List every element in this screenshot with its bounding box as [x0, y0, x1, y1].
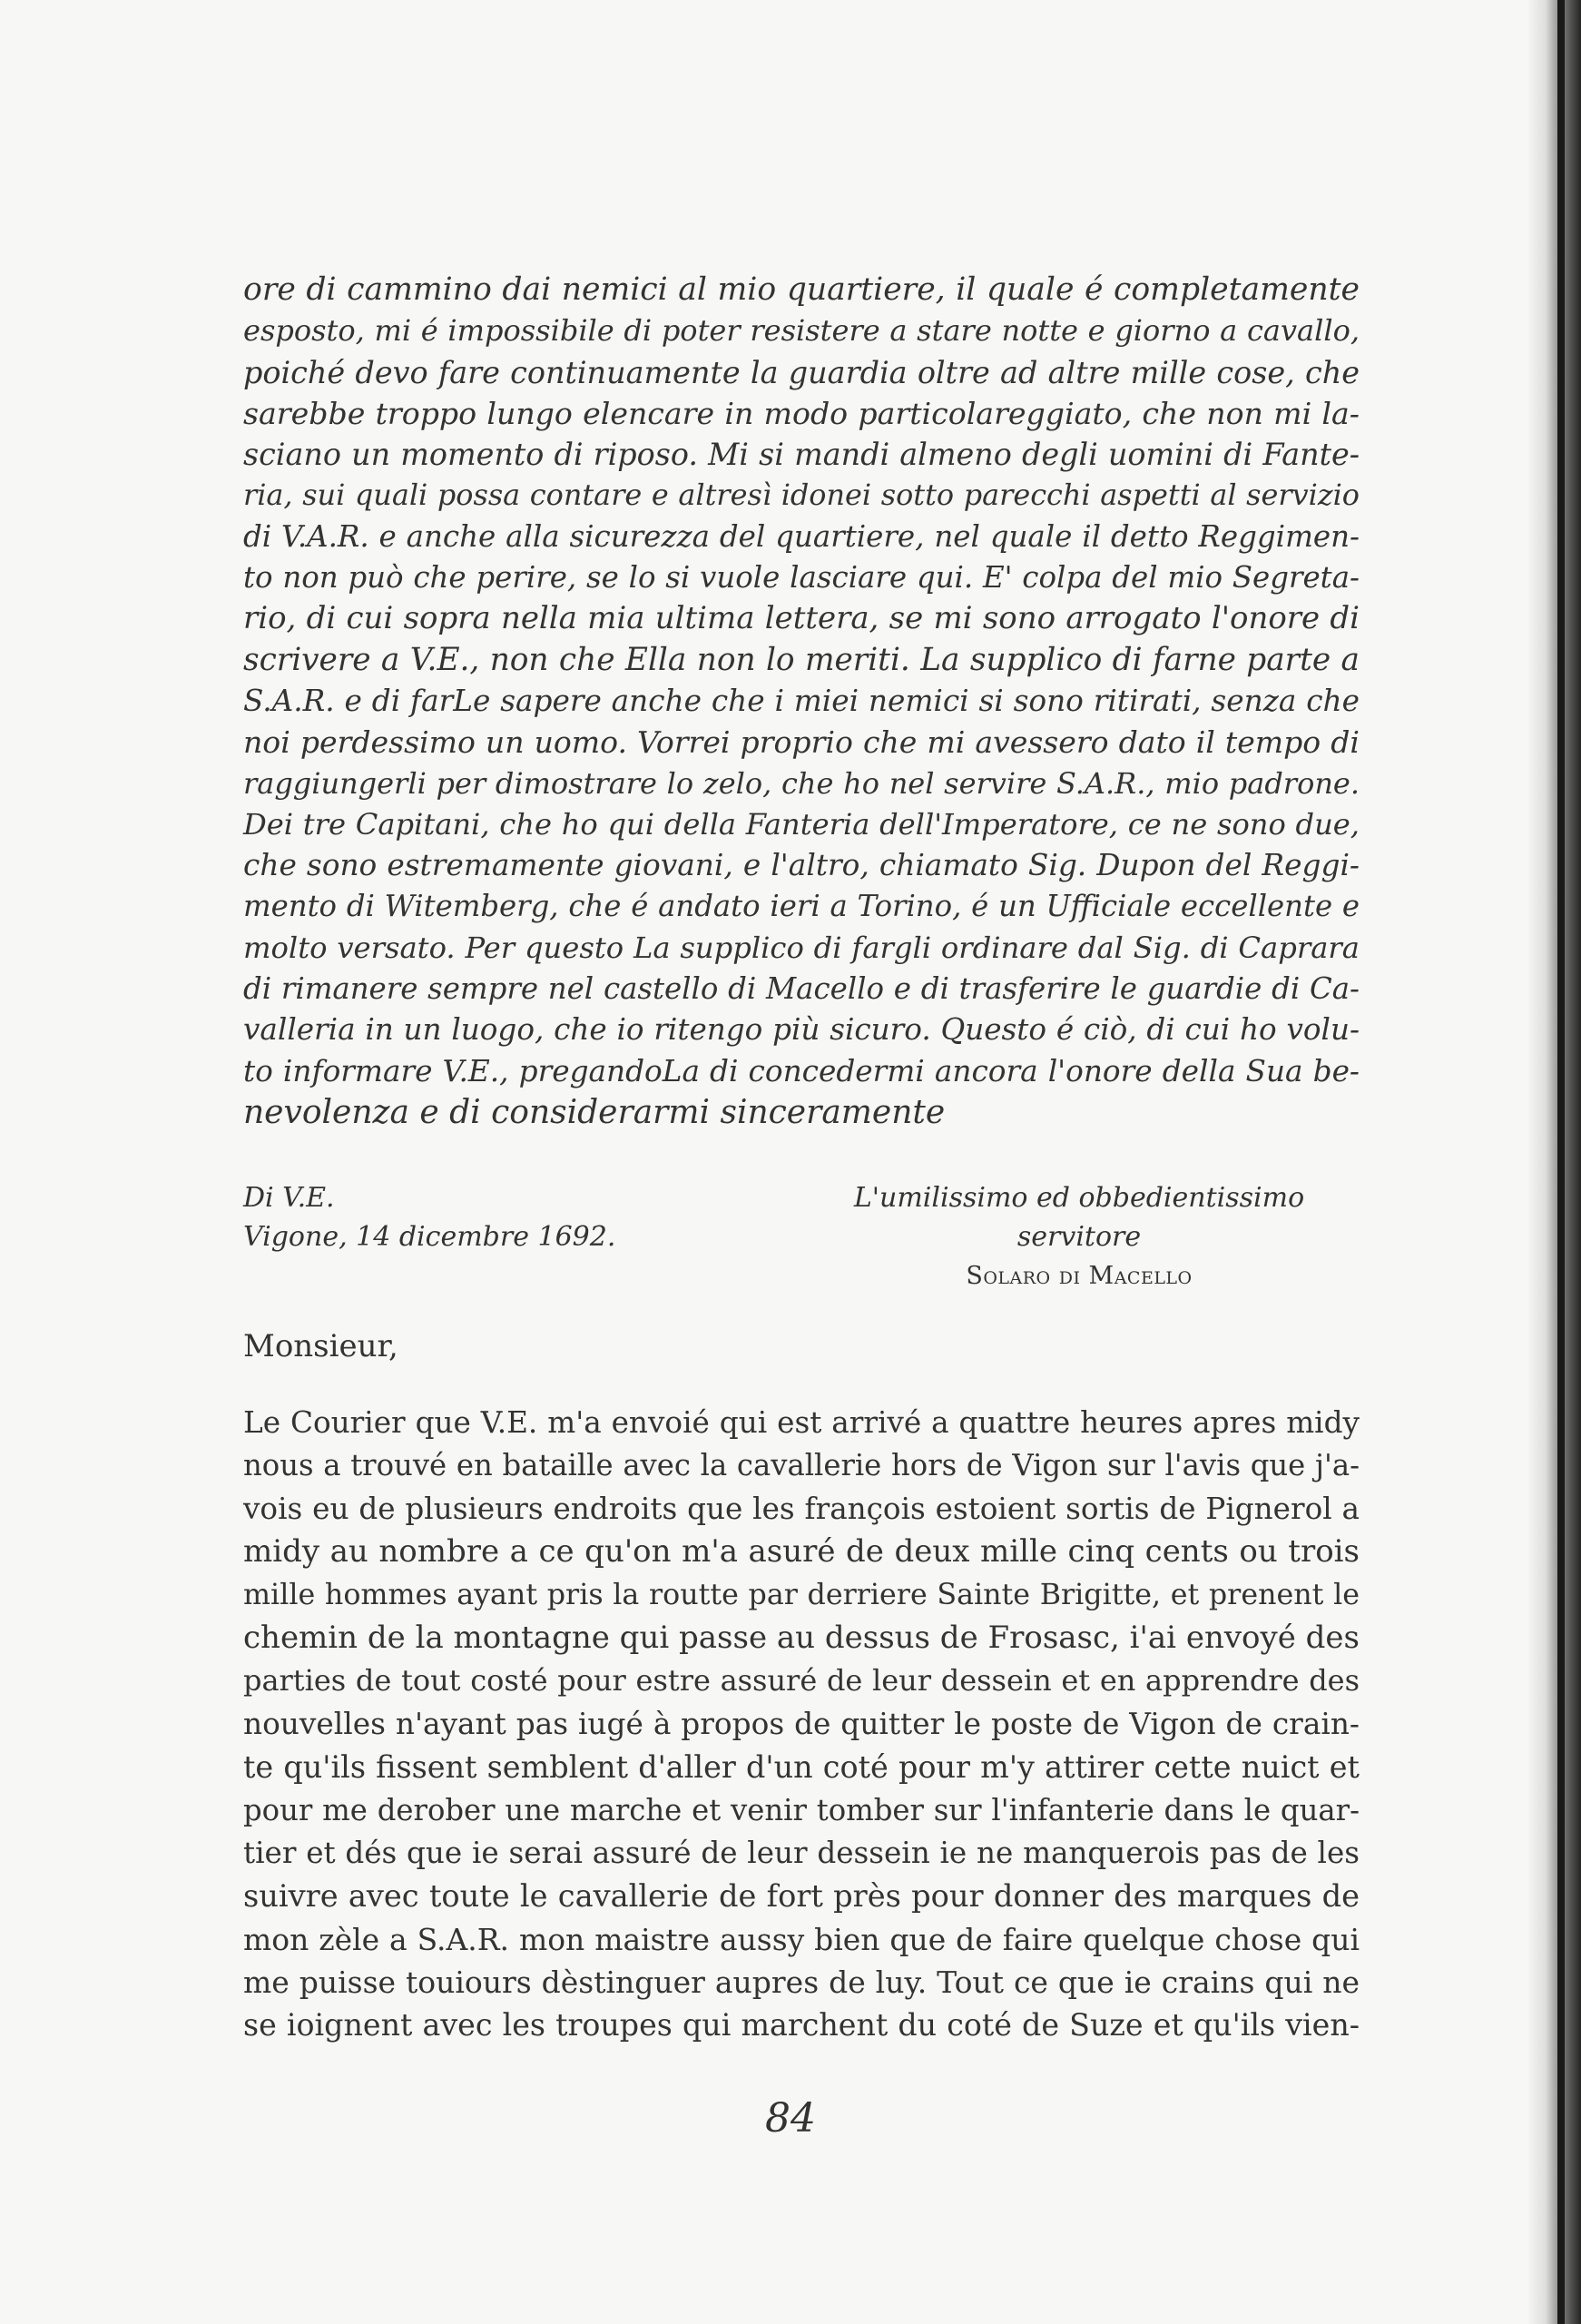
text-line: nouvelles n'ayant pas iugé à propos de quitter le poste de Vigon de crain-: [243, 1706, 1360, 1741]
text-line: mon zèle a S.A.R. mon maistre aussy bien que de faire quelque chose qui: [243, 1921, 1360, 1957]
place-date: Vigone, 14 dicembre 1692.: [243, 1221, 616, 1253]
text-line: ria, sui quali possa contare e altresì idonei sotto parecchi aspetti al servizio: [243, 478, 1360, 513]
salutation: Monsieur,: [243, 1328, 398, 1364]
closing-right: [799, 1178, 1360, 1295]
closing-left: [243, 1178, 615, 1256]
text-line: esposto, mi é impossibile di poter resistere a stare notte e giorno a cavallo,: [243, 313, 1360, 349]
text-line: parties de tout costé pour estre assuré de leur dessein et en apprendre des: [243, 1663, 1360, 1699]
text-line: che sono estremamente giovani, e l'altro, chiamato Sig. Dupon del Reggi-: [243, 848, 1360, 883]
text-line: di rimanere sempre nel castello di Macello e di trasferire le guardie di Ca-: [243, 971, 1360, 1007]
text-line: Le Courier que V.E. m'a envoié qui est arrivé a quattre heures apres midy: [243, 1405, 1360, 1440]
text-line: sciano un momento di riposo. Mi si mandi almeno degli uomini di Fante-: [243, 437, 1360, 473]
text-line: to non può che perire, se lo si vuole lasciare qui. E' colpa del mio Segreta-: [243, 560, 1360, 596]
text-line: te qu'ils fissent semblent d'aller d'un coté pour m'y attirer cette nuict et: [243, 1749, 1360, 1786]
text-line: to informare V.E., pregandoLa di concedermi ancora l'onore della Sua be-: [243, 1053, 1360, 1088]
text-line: scrivere a V.E., non che Ella non lo meriti. La supplico di farne parte a: [243, 641, 1360, 678]
text-line: sarebbe troppo lungo elencare in modo particolareggiato, che non mi la-: [243, 395, 1360, 431]
text-line: chemin de la montagne qui passe au dessus de Frosasc, i'ai envoyé des: [243, 1619, 1360, 1656]
text-line: Dei tre Capitani, che ho qui della Fanteria dell'Imperatore, ce ne sono due,: [243, 806, 1360, 842]
text-line: tier et dés que ie serai assuré de leur dessein ie ne manquerois pas de les: [243, 1835, 1360, 1870]
text-line: noi perdessimo un uomo. Vorrei proprio che mi avessero dato il tempo di: [243, 724, 1360, 761]
text-line: molto versato. Per questo La supplico di fargli ordinare dal Sig. di Caprara: [243, 930, 1360, 965]
text-line: valleria in un luogo, che io ritengo più sicuro. Questo é ciò, di cui ho volu-: [243, 1012, 1360, 1048]
text-line: S.A.R. e di farLe sapere anche che i miei nemici si sono ritirati, senza che: [243, 683, 1360, 718]
text-line: pour me derober une marche et venir tomber sur l'infanterie dans le quar-: [243, 1792, 1360, 1827]
text-line: poiché devo fare continuamente la guardia oltre ad altre mille cose, che: [243, 354, 1360, 390]
text-line: me puisse touiours dèstinguer aupres de luy. Tout ce que ie crains qui ne: [243, 1965, 1360, 2001]
binding-shadow: [1527, 0, 1581, 2324]
text-line: rio, di cui sopra nella mia ultima lettera, se mi sono arrogato l'onore di: [243, 600, 1360, 637]
french-letter-body: [243, 1315, 1360, 2047]
text-line: di V.A.R. e anche alla sicurezza del quartiere, nel quale il detto Reggimen-: [243, 518, 1360, 554]
valediction: L'umilissimo ed obbedientissimo servitore: [853, 1182, 1305, 1253]
text-line: se ioignent avec les troupes qui marchent du coté de Suze et qu'ils vien-: [243, 2007, 1360, 2043]
binding-edge: [1557, 0, 1565, 2324]
text-line: mille hommes ayant pris la routte par derriere Sainte Brigitte, et prenent le: [243, 1578, 1360, 1611]
text-line: nevolenza e di considerarmi sinceramente: [243, 1093, 946, 1131]
italian-letter-body: [243, 270, 1360, 1133]
text-line: vois eu de plusieurs endroits que les françois estoient sortis de Pignerol a: [243, 1491, 1360, 1526]
text-line: nous a trouvé en bataille avec la cavallerie hors de Vigon sur l'avis que j'a-: [243, 1448, 1360, 1483]
text-line: mento di Witemberg, che é andato ieri a Torino, é un Ufficiale eccellente e: [243, 889, 1360, 924]
page-number: 84: [765, 2095, 816, 2142]
text-line: suivre avec toute le cavallerie de fort près pour donner des marques de: [243, 1878, 1360, 1915]
signer-name: Solaro di Macello: [966, 1262, 1193, 1290]
addressee: Di V.E.: [243, 1182, 335, 1214]
text-line: ore di cammino dai nemici al mio quartiere, il quale é completamente: [243, 271, 1360, 308]
text-line: raggiungerli per dimostrare lo zelo, che ho nel servire S.A.R., mio padrone.: [243, 765, 1360, 801]
text-line: midy au nombre a ce qu'on m'a asuré de deux mille cinq cents ou trois: [243, 1533, 1360, 1571]
